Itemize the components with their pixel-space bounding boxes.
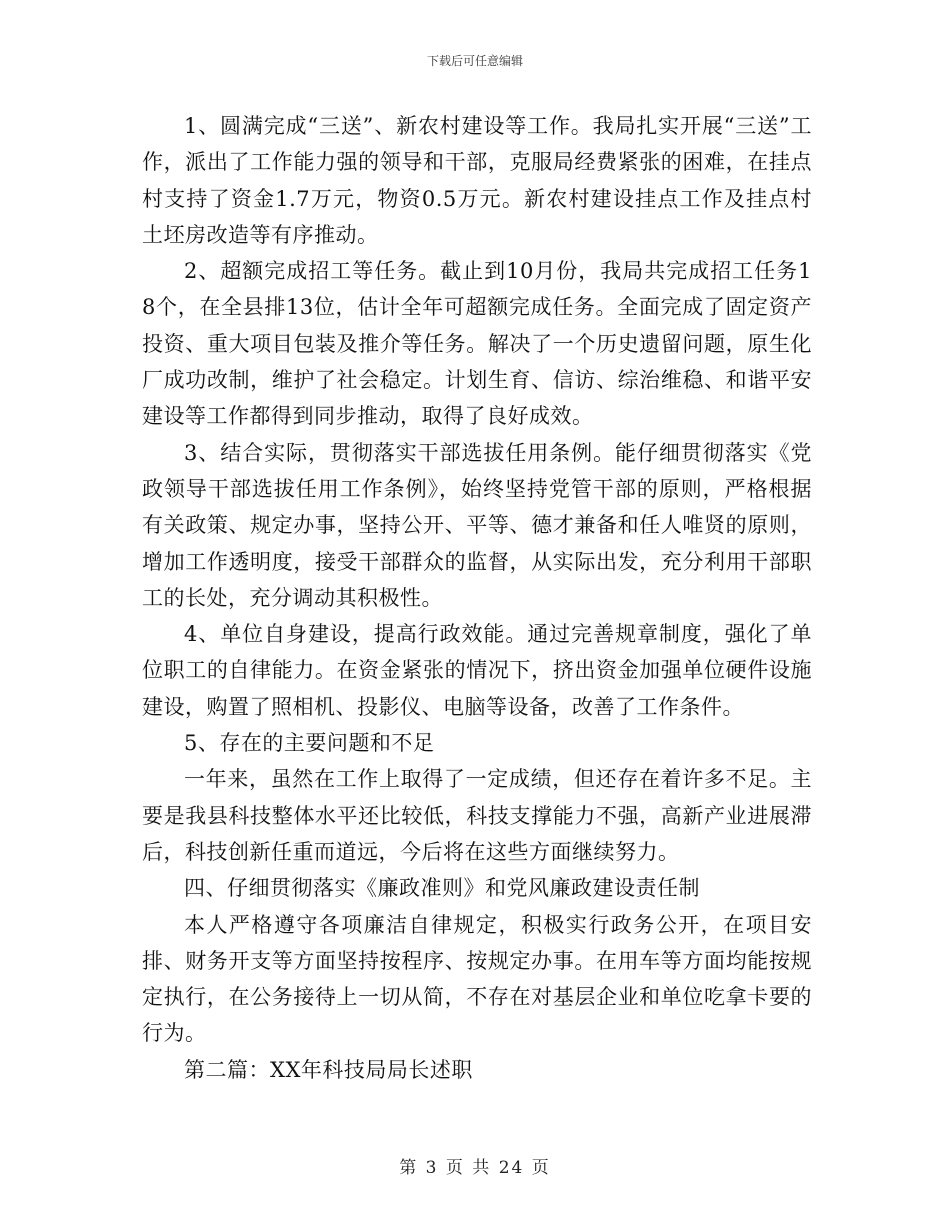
page-header-note: 下载后可任意编辑 [426, 54, 523, 68]
paragraph-section-four-body: 本人严格遵守各项廉洁自律规定，积极实行政务公开，在项目安排、财务开支等方面坚持按程序、按规定办事。在用车等方面均能按规定执行，在公务接待上一切从简，不存在对基层企业和单位吃拿卡要的行为。 [142, 912, 812, 1046]
paragraph-part-two-title: 第二篇：XX年科技局局长述职 [184, 1057, 473, 1082]
page-number-footer: 第 3 页 共 24 页 [399, 1158, 551, 1178]
paragraph-item-2: 2、超额完成招工等任务。截止到10月份，我局共完成招工任务18个，在全县排13位，估计全年可超额完成任务。全面完成了固定资产投资、重大项目包装及推介等任务。解决了一个历史遗留问题，原生化厂成功改制，维护了社会稳定。计划生育、信访、综治维稳、和谐平安建设等工作都得到同步推动，取得了良好成效。 [142, 259, 812, 429]
paragraph-item-3: 3、结合实际，贯彻落实干部选拔任用条例。能仔细贯彻落实《党政领导干部选拔任用工作条例》，始终坚持党管干部的原则，严格根据有关政策、规定办事，坚持公开、平等、德才兼备和任人唯贤的原则，增加工作透明度，接受干部群众的监督，从实际出发，充分利用干部职工的长处，充分调动其积极性。 [142, 440, 812, 610]
paragraph-item-1: 1、圆满完成“三送”、新农村建设等工作。我局扎实开展“三送”工作，派出了工作能力强的领导和干部，克服局经费紧张的困难，在挂点村支持了资金1.7万元，物资0.5万元。新农村建设挂点工作及挂点村土坯房改造等有序推动。 [142, 114, 812, 247]
document-body [142, 108, 812, 1088]
paragraph-problems-body: 一年来，虽然在工作上取得了一定成绩，但还存在着许多不足。主要是我县科技整体水平还比较低，科技支撑能力不强，高新产业进展滞后，科技创新任重而道远，今后将在这些方面继续努力。 [142, 767, 812, 864]
paragraph-section-four-heading: 四、仔细贯彻落实《廉政准则》和党风廉政建设责任制 [184, 876, 700, 901]
paragraph-item-4: 4、单位自身建设，提高行政效能。通过完善规章制度，强化了单位职工的自律能力。在资金紧张的情况下，挤出资金加强单位硬件设施建设，购置了照相机、投影仪、电脑等设备，改善了工作条件。 [142, 622, 812, 719]
paragraph-problems-heading: 5、存在的主要问题和不足 [184, 731, 435, 756]
